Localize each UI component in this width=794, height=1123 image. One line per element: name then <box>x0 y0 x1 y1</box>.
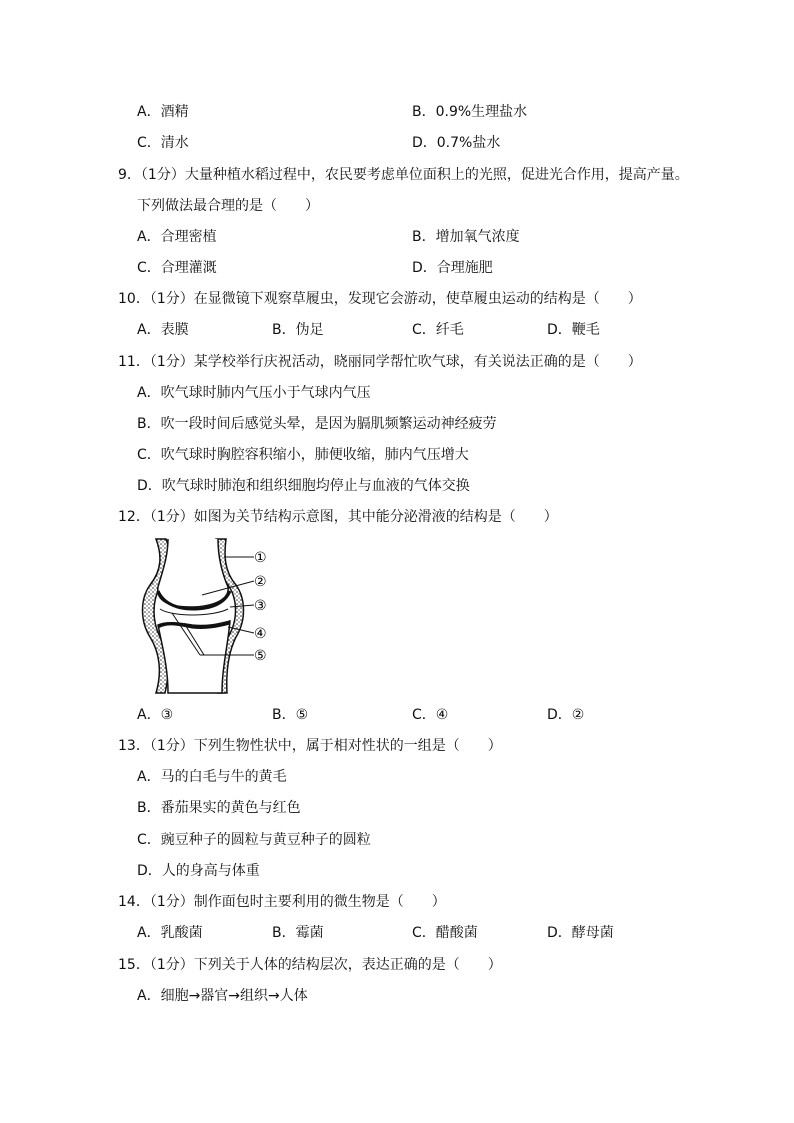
joint-socket <box>158 621 230 693</box>
q8-option-b: B．0.9%生理盐水 <box>412 104 528 120</box>
q14-option-a: A．乳酸菌 <box>137 925 203 941</box>
q15-stem: 15．（1分）下列关于人体的结构层次，表达正确的是（ ） <box>118 957 502 973</box>
q9-option-a: A．合理密植 <box>137 229 217 245</box>
q10-option-d: D．鞭毛 <box>547 322 600 338</box>
joint-head <box>158 539 228 607</box>
q13-stem: 13．（1分）下列生物性状中，属于相对性状的一组是（ ） <box>118 738 502 754</box>
q14-option-c: C．醋酸菌 <box>412 925 478 941</box>
q10-option-c: C．纤毛 <box>412 322 464 338</box>
q10-option-b: B．伪足 <box>272 322 324 338</box>
q10-option-a: A．表膜 <box>137 322 189 338</box>
q15-option-a: A．细胞→器官→组织→人体 <box>137 988 308 1004</box>
figure-label-1: ① <box>254 550 267 566</box>
q12-option-a: A．③ <box>137 707 174 723</box>
q12-option-d: D．② <box>547 707 585 723</box>
q14-option-d: D．酵母菌 <box>547 925 614 941</box>
q9-stem-continued: 下列做法最合理的是（ ） <box>137 198 319 214</box>
joint-structure-diagram <box>132 535 292 695</box>
q10-stem: 10．（1分）在显微镜下观察草履虫，发现它会游动，使草履虫运动的结构是（ ） <box>118 291 642 307</box>
q11-option-c: C．吹气球时胸腔容积缩小，肺便收缩，肺内气压增大 <box>137 447 469 463</box>
q9-stem: 9．（1分）大量种植水稻过程中，农民要考虑单位面积上的光照，促进光合作用，提高产量。 <box>118 167 689 183</box>
q14-option-b: B．霉菌 <box>272 925 324 941</box>
q8-option-a: A．酒精 <box>137 104 189 120</box>
q14-stem: 14．（1分）制作面包时主要利用的微生物是（ ） <box>118 894 446 910</box>
figure-label-5: ⑤ <box>254 648 267 664</box>
q8-option-d: D．0.7%盐水 <box>412 135 501 151</box>
q11-option-a: A．吹气球时肺内气压小于气球内气压 <box>137 385 371 401</box>
q8-option-c: C．清水 <box>137 135 189 151</box>
q13-option-b: B．番茄果实的黄色与红色 <box>137 800 301 816</box>
q9-option-b: B．增加氧气浓度 <box>412 229 520 245</box>
q12-stem: 12．（1分）如图为关节结构示意图，其中能分泌滑液的结构是（ ） <box>118 509 558 525</box>
q9-option-d: D．合理施肥 <box>412 260 493 276</box>
q13-option-a: A．马的白毛与牛的黄毛 <box>137 769 287 785</box>
q11-stem: 11．（1分）某学校举行庆祝活动，晓丽同学帮忙吹气球，有关说法正确的是（ ） <box>118 354 642 370</box>
figure-label-4: ④ <box>254 626 267 642</box>
q9-option-c: C．合理灌溉 <box>137 260 217 276</box>
figure-label-3: ③ <box>254 598 267 614</box>
q11-option-d: D．吹气球时肺泡和组织细胞均停止与血液的气体交换 <box>137 478 470 494</box>
figure-label-2: ② <box>254 574 267 590</box>
q12-option-c: C．④ <box>412 707 449 723</box>
q11-option-b: B．吹一段时间后感觉头晕，是因为膈肌频繁运动神经疲劳 <box>137 416 497 432</box>
q13-option-d: D．人的身高与体重 <box>137 863 260 879</box>
q12-option-b: B．⑤ <box>272 707 309 723</box>
q13-option-c: C．豌豆种子的圆粒与黄豆种子的圆粒 <box>137 832 371 848</box>
